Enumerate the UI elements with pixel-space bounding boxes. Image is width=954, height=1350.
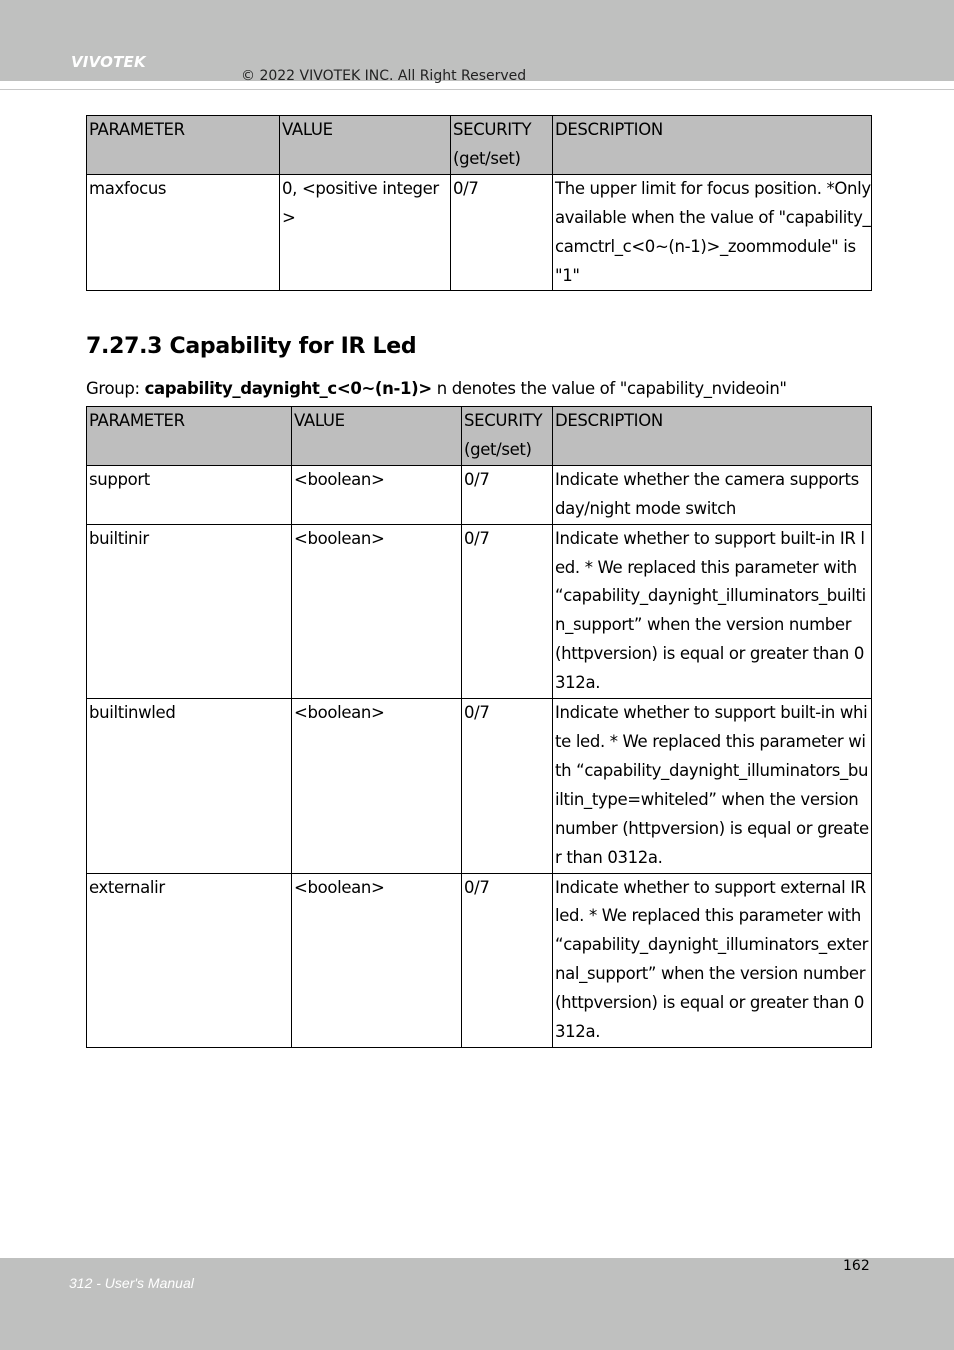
parameter-cell: support (87, 465, 292, 524)
value-cell: <boolean> (292, 465, 462, 524)
parameter-cell: builtinir (87, 524, 292, 698)
column-header-parameter: PARAMETER (87, 407, 292, 466)
description-cell: Indicate whether the camera supports day/night mode switch (553, 465, 872, 524)
page-number: 162 (843, 1258, 870, 1274)
description-cell: Indicate whether to support built-in white led. * We replaced this parameter with “capability_daynight_illuminators_builtin_type=whiteled” when the version number (httpversion) is equal or greater than 0312a. (553, 699, 872, 873)
manual-page-label: 312 - User's Manual (69, 1275, 194, 1291)
copyright-text: © 2022 VIVOTEK INC. All Right Reserved (241, 68, 527, 84)
column-header-value: VALUE (292, 407, 462, 466)
column-header-parameter: PARAMETER (87, 116, 280, 175)
security-cell: 0/7 (462, 524, 553, 698)
table-row (87, 174, 872, 291)
group-prefix: Group: (86, 379, 145, 398)
parameter-cell: externalir (87, 873, 292, 1047)
group-line (86, 379, 787, 398)
footer-band (0, 1258, 954, 1350)
column-header-security: SECURITY (get/set) (462, 407, 553, 466)
table-header-row (87, 407, 872, 466)
group-note: n denotes the value of "capability_nvideoin" (431, 379, 787, 398)
column-header-description: DESCRIPTION (553, 407, 872, 466)
value-cell: <boolean> (292, 524, 462, 698)
table-header-row (87, 116, 872, 175)
table-row (87, 524, 872, 698)
table-row (87, 465, 872, 524)
value-cell: <boolean> (292, 873, 462, 1047)
parameter-cell: builtinwled (87, 699, 292, 873)
parameter-cell: maxfocus (87, 174, 280, 291)
description-cell: The upper limit for focus position. *Only available when the value of "capability_camctrl_c<0~(n-1)>_zoommodule" is "1" (553, 174, 872, 291)
value-cell: <boolean> (292, 699, 462, 873)
section-title: 7.27.3 Capability for IR Led (86, 334, 417, 359)
table-row (87, 873, 872, 1047)
column-header-security: SECURITY (get/set) (451, 116, 553, 175)
security-cell: 0/7 (451, 174, 553, 291)
parameter-table-ir-led (86, 406, 872, 1048)
security-cell: 0/7 (462, 873, 553, 1047)
security-cell: 0/7 (462, 699, 553, 873)
parameter-table-focus (86, 115, 872, 291)
description-cell: Indicate whether to support built-in IR led. * We replaced this parameter with “capability_daynight_illuminators_builtin_support” when the version number (httpversion) is equal or greater than 0312a. (553, 524, 872, 698)
brand-logo: VIVOTEK (71, 53, 146, 71)
description-cell: Indicate whether to support external IR led. * We replaced this parameter with “capability_daynight_illuminators_external_support” when the version number (httpversion) is equal or greater than 0312a. (553, 873, 872, 1047)
table-row (87, 699, 872, 873)
column-header-description: DESCRIPTION (553, 116, 872, 175)
column-header-value: VALUE (280, 116, 451, 175)
group-name: capability_daynight_c<0~(n-1)> (144, 379, 432, 398)
value-cell: 0, <positive integer> (280, 174, 451, 291)
header-divider (0, 89, 954, 90)
security-cell: 0/7 (462, 465, 553, 524)
